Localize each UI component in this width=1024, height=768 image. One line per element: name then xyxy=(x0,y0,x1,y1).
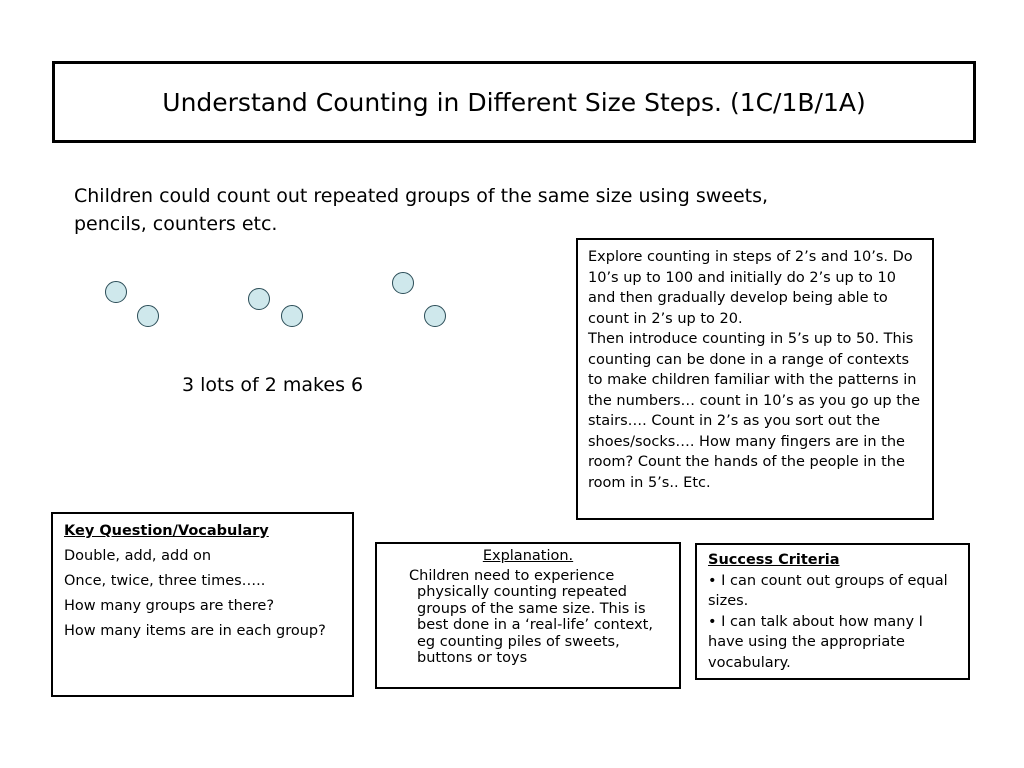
key-question-line: Once, twice, three times….. xyxy=(64,573,266,589)
page-title: Understand Counting in Different Size Steps. (1C/1B/1A) xyxy=(162,87,866,117)
counter-dot xyxy=(424,305,446,327)
intro-text: Children could count out repeated groups of the same size using sweets, pencils, counters etc. xyxy=(74,185,769,235)
explore-paragraph-1: Explore counting in steps of 2’s and 10’s. Do 10’s up to 100 and initially do 2’s up to 10 and then gradually develop being able to count in 2’s up to 20. xyxy=(588,249,913,327)
success-criteria-box xyxy=(695,543,970,680)
success-criteria-item: • I can count out groups of equal sizes. xyxy=(708,572,948,609)
key-question-line: How many groups are there? xyxy=(64,598,275,614)
counter-dot xyxy=(137,305,159,327)
key-question-line: Double, add, add on xyxy=(64,548,212,564)
counter-dot xyxy=(248,288,270,310)
counting-caption: 3 lots of 2 makes 6 xyxy=(182,374,364,396)
key-question-box xyxy=(51,512,354,697)
explore-paragraph-2: Then introduce counting in 5’s up to 50. This counting can be done in a range of contexts to make children familiar with the patterns in the numbers… count in 10’s as you go up the stairs…. Count in 2’s as you sort out the shoes/socks…. How many fingers are in the room? Count the hands of the people in the room in 5’s.. Etc. xyxy=(588,331,921,491)
counter-dot xyxy=(105,281,127,303)
success-criteria-heading: Success Criteria xyxy=(708,552,840,568)
counter-dot xyxy=(392,272,414,294)
explanation-heading: Explanation. xyxy=(482,548,574,564)
success-criteria-item: • I can talk about how many I have using the appropriate vocabulary. xyxy=(708,613,923,671)
explanation-body: Children need to experience physically counting repeated groups of the same size. This is best done in a ‘real-life’ context, eg counting piles of sweets, buttons or toys xyxy=(409,567,653,666)
key-question-heading: Key Question/Vocabulary xyxy=(64,523,269,539)
key-question-line: How many items are in each group? xyxy=(64,623,326,639)
explanation-box xyxy=(375,542,681,689)
title-box xyxy=(52,61,976,143)
counter-dot xyxy=(281,305,303,327)
explore-box xyxy=(576,238,934,520)
